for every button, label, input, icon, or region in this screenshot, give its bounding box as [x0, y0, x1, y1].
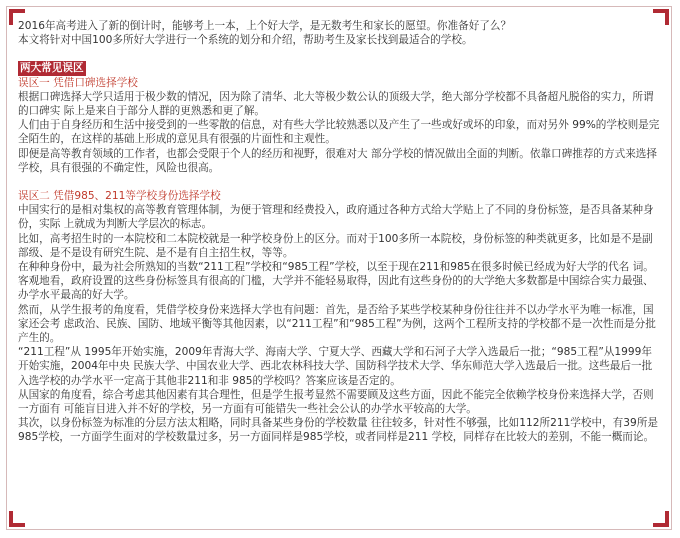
error-1-paragraph: 根据口碑选择大学只适用于极少数的情况，因为除了清华、北大等极少数公认的顶级大学，绝大部分学校都不具备超凡脱俗的实力，所谓的口碑实 际上是来自于部分人群的更熟悉和更了解。 [18, 90, 654, 118]
error-2-paragraph: 在种种身份中，最为社会所熟知的当数“211工程”学校和“985工程”学校，以至于现在211和985在很多时候已经成为好大学的代名 词。客观地看，政府设置的这些身份标签具有很高的门槛，大学并不能轻易取得，因此有这些身份的的大学绝大多数都是中国综合实力最强、办学水平最高的好大学。 [18, 261, 654, 302]
error-2-heading: 误区二 凭借985、211等学校身份选择学校 [18, 190, 221, 203]
article-body [18, 19, 660, 445]
corner-decoration [9, 511, 25, 527]
error-2-paragraph: 比如，高考招生时的一本院校和二本院校就是一种学校身份上的区分。而对于100多所一本院校，身份标签的种类就更多，比如是不是副部级、是不是设有研究生院、是不是有自主招生权，等等。 [18, 232, 653, 259]
error-1-paragraph: 即便是高等教育领域的工作者，也都会受限于个人的经历和视野，很难对大 部分学校的情况做出全面的判断。依靠口碑推荐的方式来选择学校，具有很强的不确定性，风险也很高。 [18, 147, 657, 174]
error-1-heading: 误区一 凭借口碑选择学校 [18, 76, 138, 89]
corner-decoration [653, 511, 669, 527]
intro-paragraph: 2016年高考进入了新的倒计时，能够考上一本，上个好大学，是无数考生和家长的愿望。你准备好了么？ [18, 20, 512, 32]
error-2-paragraph: 其次，以身份标签为标准的分层方法太粗略，同时具备某些身份的学校数量 往往较多，针对性不够强，比如112所211学校中，有39所是985学校，一方面学生面对的学校数量过多，另一方面同样是985学校，或者同样是211 学校，同样存在比较大的差别，不能一概而论。 [18, 417, 658, 444]
section-badge: 两大常见误区 [20, 62, 84, 75]
error-2-paragraph: 中国实行的是相对集权的高等教育管理体制，为便于管理和经费投入，政府通过各种方式给大学贴上了不同的身份标签，是否具备某种身份，实际 上就成为判断大学层次的标志。 [18, 204, 654, 231]
error-2-paragraph: “211工程”从 1995年开始实施，2009年青海大学、海南大学、宁夏大学、西藏大学和石河子大学入选最后一批；“985工程”从1999年开始实施，2004年中央 民族大学、中国农业大学、西北农林科技大学、国防科学技术大学、华东师范大学入选最后一批。这些最后一批入选学校的办学水平一定高于其他非211和非 985的学校吗？答案应该是否定的。 [18, 346, 653, 387]
error-2-paragraph: 然而，从学生报考的角度看，凭借学校身份来选择大学也有问题：首先，是否给予某些学校某种身份往往并不以办学水平为唯一标准，国家还会考 虑政治、民族、国防、地域平衡等其他因素，以“211工程”和“985工程”为例，这两个工程所支持的学校都不是一次性而是分批产生的。 [18, 303, 656, 345]
error-1-paragraph: 人们由于自身经历和生活中接受到的一些零散的信息，对有些大学比较熟悉以及产生了一些或好或坏的印象，而对另外 99%的学校则是完全陌生的，在这样的基础上形成的意见具有很强的片面性和主观性。 [18, 119, 660, 146]
error-2-paragraph: 从国家的角度看，综合考虑其他因素有其合理性，但是学生报考显然不需要顾及这些方面，因此不能完全依赖学校身份来选择大学，否则一方面有 可能盲目进入并不好的学校，另一方面有可能错失一些社会公认的办学水平较高的大学。 [18, 388, 654, 416]
intro-paragraph: 本文将针对中国100多所好大学进行一个系统的划分和介绍，帮助考生及家长找到最适合的学校。 [18, 34, 473, 47]
